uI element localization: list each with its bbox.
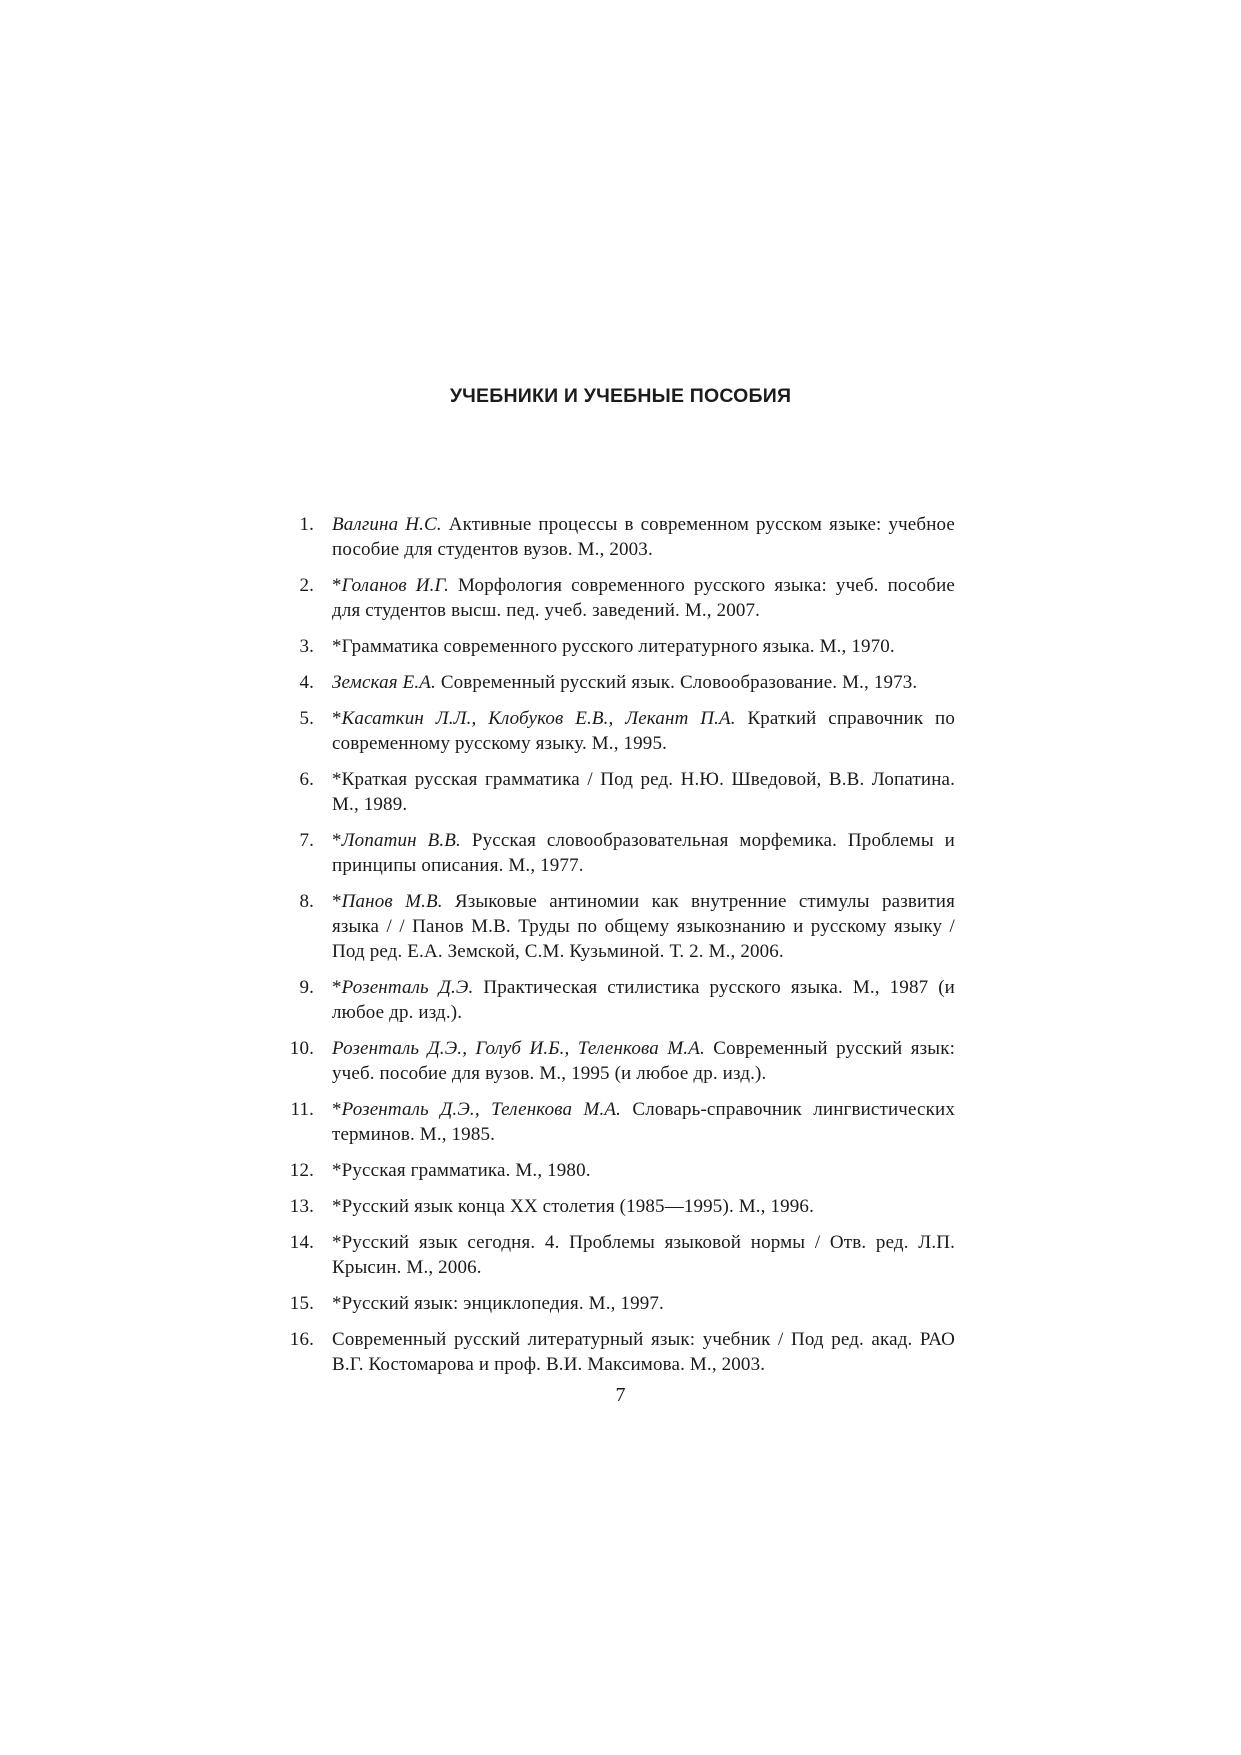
reference-number: 3. xyxy=(299,636,314,657)
reference-text xyxy=(332,828,955,878)
reference-body: Современный русский язык: учеб. пособие для вузов. М., 1995 (и любое др. изд.). xyxy=(332,1038,955,1084)
reference-authors: Розенталь Д.Э., Голуб И.Б., Теленкова М.А. xyxy=(332,1038,705,1059)
reference-authors: Розенталь Д.Э. xyxy=(341,977,474,998)
reference-number: 6. xyxy=(299,769,314,790)
reference-body: Словарь-справочник лингвистических терминов. М., 1985. xyxy=(332,1099,955,1145)
reference-number: 12. xyxy=(289,1160,314,1181)
reference-number: 10. xyxy=(289,1038,314,1059)
reference-item xyxy=(280,706,955,756)
reference-authors: Розенталь Д.Э., Теленкова М.А. xyxy=(341,1099,622,1120)
reference-item xyxy=(280,512,955,562)
reference-star: * xyxy=(332,769,342,790)
reference-body: Русский язык сегодня. 4. Проблемы языковой нормы / Отв. ред. Л.П. Крысин. М., 2006. xyxy=(332,1232,955,1278)
reference-item xyxy=(280,975,955,1025)
reference-text xyxy=(332,1291,955,1316)
reference-body: Краткая русская грамматика / Под ред. Н.Ю. Шведовой, В.В. Лопатина. М., 1989. xyxy=(332,769,955,815)
reference-authors: Земская Е.А. xyxy=(332,672,436,693)
reference-body: Морфология современного русского языка: учеб. пособие для студентов высш. пед. учеб. заведений. М., 2007. xyxy=(332,575,955,621)
reference-number: 1. xyxy=(299,514,314,535)
reference-item xyxy=(280,1194,955,1219)
reference-authors: Касаткин Л.Л., Клобуков Е.В., Лекант П.А. xyxy=(341,708,736,729)
reference-body: Активные процессы в современном русском языке: учебное пособие для студентов вузов. М., 2003. xyxy=(332,514,955,560)
reference-item xyxy=(280,1097,955,1147)
reference-body: Русская словообразовательная морфемика. Проблемы и принципы описания. М., 1977. xyxy=(332,830,955,876)
reference-number: 2. xyxy=(299,575,314,596)
reference-body: Современный русский литературный язык: учебник / Под ред. акад. РАО В.Г. Костомарова и проф. В.И. Максимова. М., 2003. xyxy=(332,1329,955,1375)
reference-star: * xyxy=(332,575,342,596)
reference-item xyxy=(280,1327,955,1377)
reference-item xyxy=(280,1230,955,1280)
reference-item xyxy=(280,634,955,659)
reference-item xyxy=(280,670,955,695)
reference-star: * xyxy=(332,1293,342,1314)
reference-list xyxy=(280,512,955,1388)
page-number: 7 xyxy=(615,1384,626,1406)
reference-text xyxy=(332,975,955,1025)
reference-body: Краткий справочник по современному русскому языку. М., 1995. xyxy=(332,708,955,754)
reference-star: * xyxy=(332,708,342,729)
reference-text xyxy=(332,670,955,695)
reference-authors: Лопатин В.В. xyxy=(341,830,461,851)
reference-text xyxy=(332,1158,955,1183)
reference-number: 13. xyxy=(289,1196,314,1217)
reference-text xyxy=(332,767,955,817)
reference-item xyxy=(280,573,955,623)
reference-body: Русский язык конца XX столетия (1985—1995). М., 1996. xyxy=(341,1196,814,1217)
reference-text xyxy=(332,706,955,756)
reference-authors: Панов М.В. xyxy=(341,891,443,912)
reference-text xyxy=(332,1327,955,1377)
reference-body: Русская грамматика. М., 1980. xyxy=(341,1160,591,1181)
reference-authors: Голанов И.Г. xyxy=(341,575,449,596)
reference-star: * xyxy=(332,1232,342,1253)
reference-star: * xyxy=(332,891,342,912)
reference-star: * xyxy=(332,636,342,657)
reference-body: Русский язык: энциклопедия. М., 1997. xyxy=(341,1293,664,1314)
reference-number: 7. xyxy=(299,830,314,851)
reference-number: 8. xyxy=(299,891,314,912)
reference-text xyxy=(332,512,955,562)
reference-number: 4. xyxy=(299,672,314,693)
reference-body: Современный русский язык. Словообразование. М., 1973. xyxy=(435,672,918,693)
reference-text xyxy=(332,1097,955,1147)
reference-body: Языковые антиномии как внутренние стимулы развития языка / / Панов М.В. Труды по общему языкознанию и русскому языку / Под ред. Е.А. Земской, С.М. Кузьминой. Т. 2. М., 2006. xyxy=(332,891,955,962)
reference-item xyxy=(280,1291,955,1316)
reference-number: 5. xyxy=(299,708,314,729)
reference-item xyxy=(280,1036,955,1086)
reference-number: 14. xyxy=(289,1232,314,1253)
reference-star: * xyxy=(332,1196,342,1217)
reference-star: * xyxy=(332,1099,342,1120)
reference-body: Грамматика современного русского литературного языка. М., 1970. xyxy=(341,636,895,657)
reference-star: * xyxy=(332,977,342,998)
reference-item xyxy=(280,828,955,878)
reference-item xyxy=(280,889,955,964)
reference-star: * xyxy=(332,830,342,851)
reference-number: 9. xyxy=(299,977,314,998)
reference-text xyxy=(332,1036,955,1086)
reference-number: 11. xyxy=(290,1099,314,1120)
reference-star: * xyxy=(332,1160,342,1181)
reference-item xyxy=(280,767,955,817)
reference-number: 16. xyxy=(289,1329,314,1350)
reference-text xyxy=(332,573,955,623)
reference-text xyxy=(332,634,955,659)
reference-item xyxy=(280,1158,955,1183)
reference-number: 15. xyxy=(289,1293,314,1314)
reference-text xyxy=(332,1230,955,1280)
reference-body: Практическая стилистика русского языка. М., 1987 (и любое др. изд.). xyxy=(332,977,955,1023)
page-title: УЧЕБНИКИ И УЧЕБНЫЕ ПОСОБИЯ xyxy=(449,385,792,408)
reference-authors: Валгина Н.С. xyxy=(332,514,442,535)
reference-text xyxy=(332,1194,955,1219)
reference-text xyxy=(332,889,955,964)
